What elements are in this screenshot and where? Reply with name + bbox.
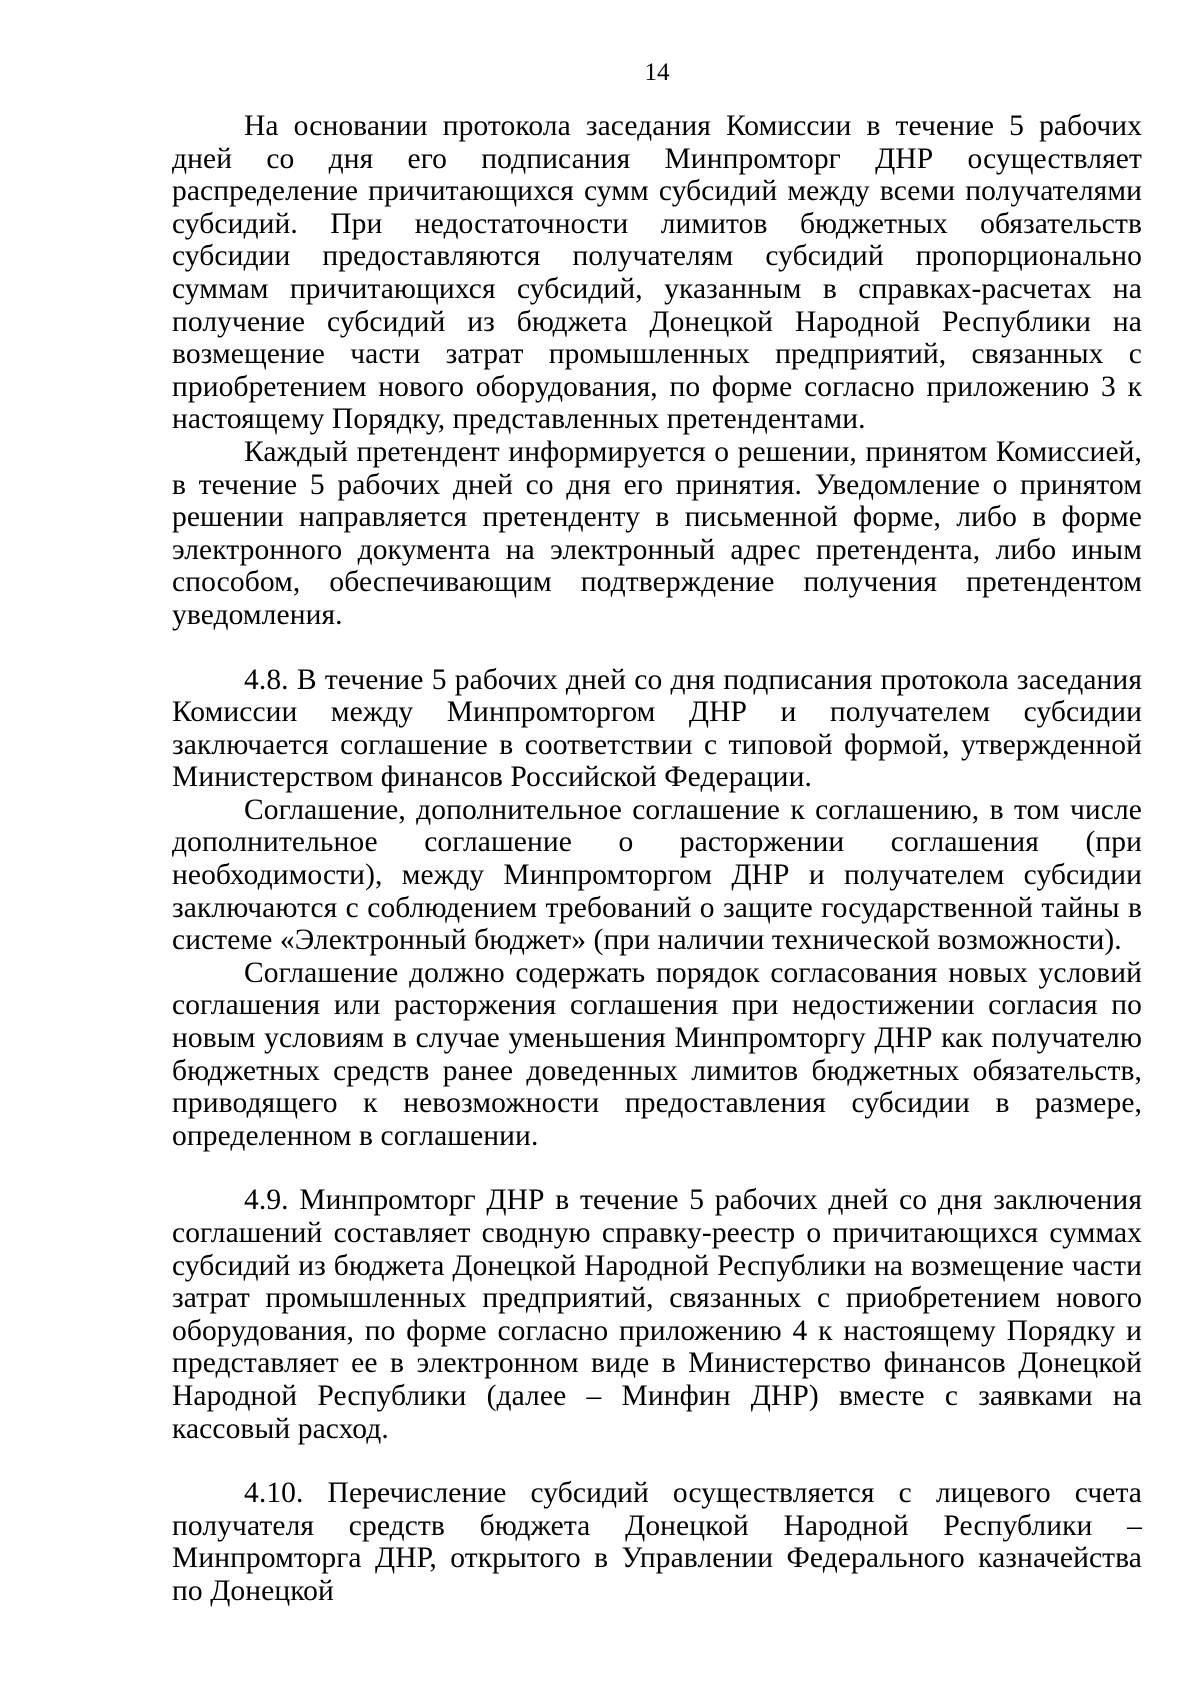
paragraph-agreement-electronic-budget: Соглашение, дополнительное соглашение к соглашению, в том числе дополнительное соглашение о расторжении соглашения (при необходимости), между Минпромторгом ДНР и получателем субсидии заключаются с соблюдением требований о защите государственной тайны в системе «Электронный бюджет» (при наличии технической возможности). bbox=[172, 793, 1142, 957]
paragraph-applicant-notification: Каждый претендент информируется о решении, принятом Комиссией, в течение 5 рабочих дней со дня его принятия. Уведомление о принятом решении направляется претенденту в письменной форме, либо в форме электронного документа на электронный адрес претендента, либо иным способом, обеспечивающим подтверждение получения претендентом уведомления. bbox=[172, 435, 1142, 631]
paragraph-clause-4-10: 4.10. Перечисление субсидий осуществляется с лицевого счета получателя средств бюджета Донецкой Народной Республики – Минпромторга ДНР, открытого в Управлении Федерального казначейства по Донецкой bbox=[172, 1477, 1142, 1607]
paragraph-clause-4-9: 4.9. Минпромторг ДНР в течение 5 рабочих дней со дня заключения соглашений составляет сводную справку-реестр о причитающихся суммах субсидий из бюджета Донецкой Народной Республики на возмещение части затрат промышленных предприятий, связанных с приобретением нового оборудования, по форме согласно приложению 4 к настоящему Порядку и представляет ее в электронном виде в Министерство финансов Донецкой Народной Республики (далее – Минфин ДНР) вместе с заявками на кассовый расход. bbox=[172, 1184, 1142, 1445]
paragraph-agreement-terms: Соглашение должно содержать порядок согласования новых условий соглашения или расторжения соглашения при недостижении согласия по новым условиям в случае уменьшения Минпромторгу ДНР как получателю бюджетных средств ранее доведенных лимитов бюджетных обязательств, приводящего к невозможности предоставления субсидии в размере, определенном в соглашении. bbox=[172, 956, 1142, 1152]
paragraph-commission-distribution: На основании протокола заседания Комиссии в течение 5 рабочих дней со дня его подписания Минпромторг ДНР осуществляет распределение причитающихся сумм субсидий между всеми получателями субсидий. При недостаточности лимитов бюджетных обязательств субсидии предоставляются получателям субсидий пропорционально суммам причитающихся субсидий, указанным в справках-расчетах на получение субсидий из бюджета Донецкой Народной Республики на возмещение части затрат промышленных предприятий, связанных с приобретением нового оборудования, по форме согласно приложению 3 к настоящему Порядку, представленных претендентами. bbox=[172, 110, 1142, 436]
document-page bbox=[172, 58, 1142, 1608]
paragraph-clause-4-8: 4.8. В течение 5 рабочих дней со дня подписания протокола заседания Комиссии между Минпромторгом ДНР и получателем субсидии заключается соглашение в соответствии с типовой формой, утвержденной Министерством финансов Российской Федерации. bbox=[172, 663, 1142, 794]
page-number: 14 bbox=[644, 59, 670, 86]
